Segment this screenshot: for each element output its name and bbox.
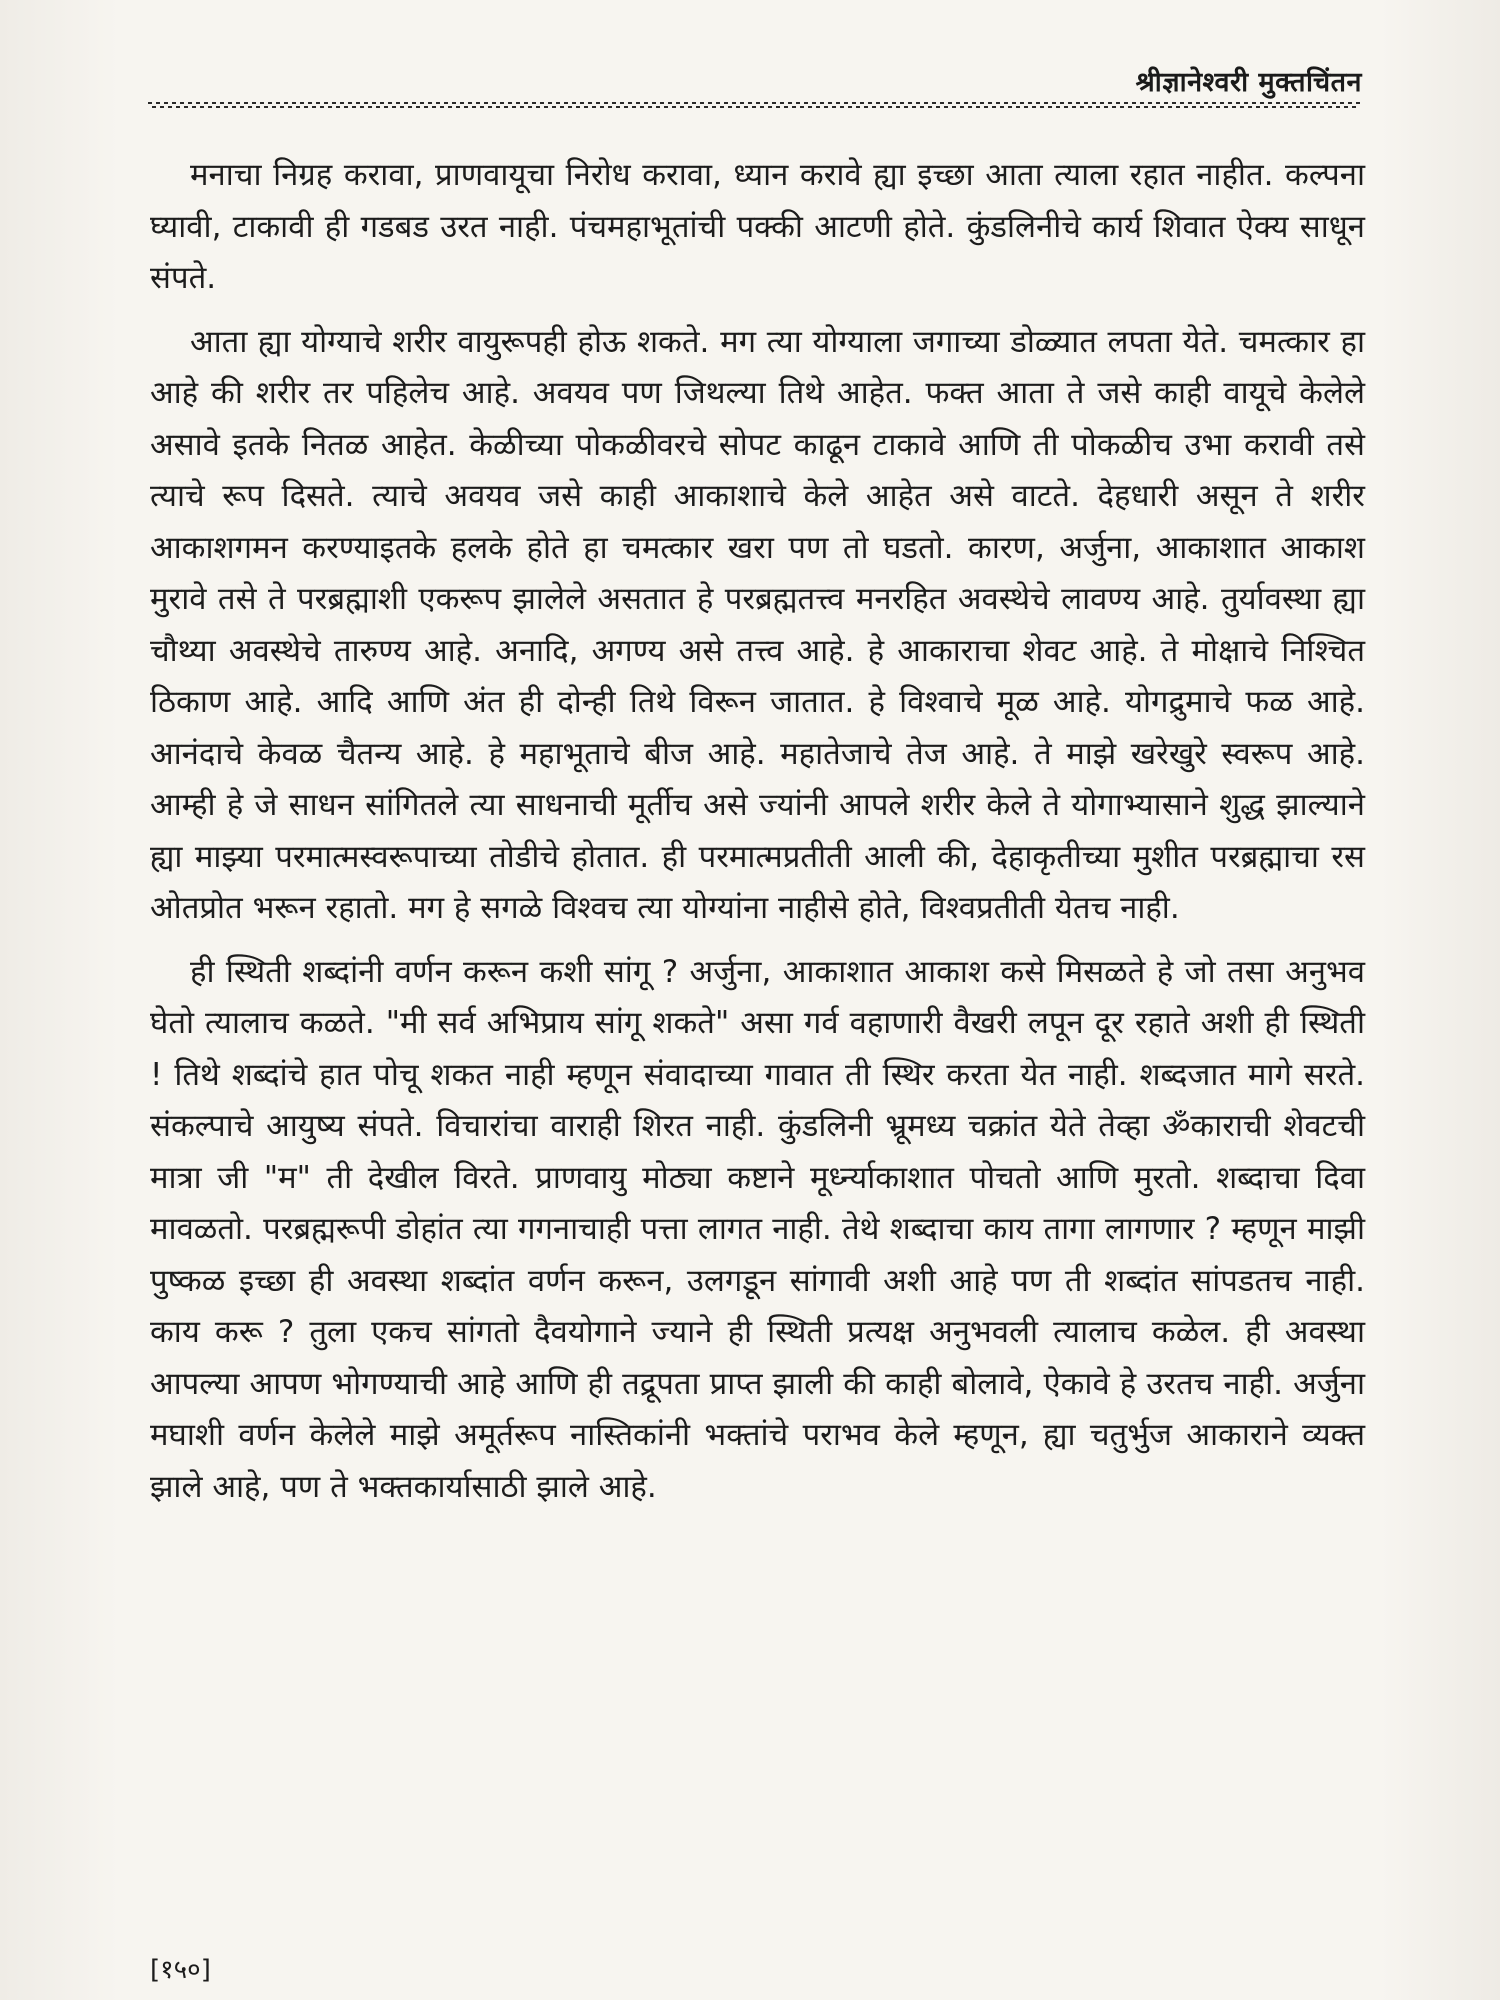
body-text [150, 150, 1365, 1525]
header-divider-rule [148, 102, 1360, 110]
paragraph-2: आता ह्या योग्याचे शरीर वायुरूपही होऊ शकते. मग त्या योग्याला जगाच्या डोळ्यात लपता येते. चमत्कार हा आहे की शरीर तर पहिलेच आहे. अवयव पण जिथल्या तिथे आहेत. फक्त आता ते जसे काही वायूचे केलेले असावे इतके नितळ आहेत. केळीच्या पोकळीवरचे सोपट काढून टाकावे आणि ती पोकळीच उभा करावी तसे त्याचे रूप दिसते. त्याचे अवयव जसे काही आकाशाचे केले आहेत असे वाटते. देहधारी असून ते शरीर आकाशगमन करण्याइतके हलके होते हा चमत्कार खरा पण तो घडतो. कारण, अर्जुना, आकाशात आकाश मुरावे तसे ते परब्रह्माशी एकरूप झालेले असतात हे परब्रह्मतत्त्व मनरहित अवस्थेचे लावण्य आहे. तुर्यावस्था ह्या चौथ्या अवस्थेचे तारुण्य आहे. अनादि, अगण्य असे तत्त्व आहे. हे आकाराचा शेवट आहे. ते मोक्षाचे निश्चित ठिकाण आहे. आदि आणि अंत ही दोन्ही तिथे विरून जातात. हे विश्वाचे मूळ आहे. योगद्रुमाचे फळ आहे. आनंदाचे केवळ चैतन्य आहे. हे महाभूताचे बीज आहे. महातेजाचे तेज आहे. ते माझे खरेखुरे स्वरूप आहे. आम्ही हे जे साधन सांगितले त्या साधनाची मूर्तीच असे ज्यांनी आपले शरीर केले ते योगाभ्यासाने शुद्ध झाल्याने ह्या माझ्या परमात्मस्वरूपाच्या तोडीचे होतात. ही परमात्मप्रतीती आली की, देहाकृतीच्या मुशीत परब्रह्माचा रस ओतप्रोत भरून रहातो. मग हे सगळे विश्वच त्या योग्यांना नाहीसे होते, विश्वप्रतीती येतच नाही. [150, 323, 1365, 926]
paragraph-1: मनाचा निग्रह करावा, प्राणवायूचा निरोध करावा, ध्यान करावे ह्या इच्छा आता त्याला रहात नाहीत. कल्पना घ्यावी, टाकावी ही गडबड उरत नाही. पंचमहाभूतांची पक्की आटणी होते. कुंडलिनीचे कार्य शिवात ऐक्य साधून संपते. [150, 157, 1365, 296]
page-number: [१५०] [150, 1955, 211, 1985]
paragraph-3: ही स्थिती शब्दांनी वर्णन करून कशी सांगू ? अर्जुना, आकाशात आकाश कसे मिसळते हे जो तसा अनुभव घेतो त्यालाच कळते. "मी सर्व अभिप्राय सांगू शकते" असा गर्व वहाणारी वैखरी लपून दूर रहाते अशी ही स्थिती ! तिथे शब्दांचे हात पोचू शकत नाही म्हणून संवादाच्या गावात ती स्थिर करता येत नाही. शब्दजात मागे सरते. संकल्पाचे आयुष्य संपते. विचारांचा वाराही शिरत नाही. कुंडलिनी भ्रूमध्य चक्रांत येते तेव्हा ॐकाराची शेवटची मात्रा जी "म" ती देखील विरते. प्राणवायु मोठ्या कष्टाने मूर्ध्न्याकाशात पोचतो आणि मुरतो. शब्दाचा दिवा मावळतो. परब्रह्मरूपी डोहांत त्या गगनाचाही पत्ता लागत नाही. तेथे शब्दाचा काय तागा लागणार ? म्हणून माझी पुष्कळ इच्छा ही अवस्था शब्दांत वर्णन करून, उलगडून सांगावी अशी आहे पण ती शब्दांत सांपडतच नाही. काय करू ? तुला एकच सांगतो दैवयोगाने ज्याने ही स्थिती प्रत्यक्ष अनुभवली त्यालाच कळेल. ही अवस्था आपल्या आपण भोगण्याची आहे आणि ही तद्रूपता प्राप्त झाली की काही बोलावे, ऐकावे हे उरतच नाही. अर्जुना मघाशी वर्णन केलेले माझे अमूर्तरूप नास्तिकांनी भक्तांचे पराभव केले म्हणून, ह्या चतुर्भुज आकाराने व्यक्त झाले आहे, पण ते भक्तकार्यासाठी झाले आहे. [150, 953, 1365, 1505]
running-head-title: श्रीज्ञानेश्वरी मुक्तचिंतन [1135, 67, 1362, 98]
